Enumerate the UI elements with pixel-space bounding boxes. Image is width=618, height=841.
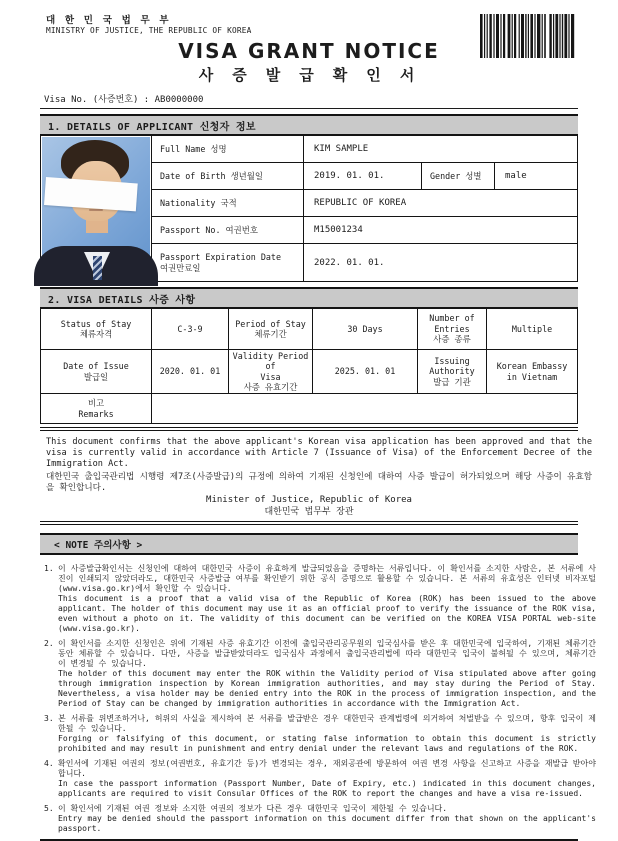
note-text-english: Forging or falsifying of this document, or stating false information to obtain this document is strictly prohibited and may result in punishment and entry denial under the relevant laws and regulations of the ROK. — [58, 734, 596, 754]
ministry-name-korean: 대 한 민 국 법 무 부 — [46, 15, 171, 26]
validity-period-label: Validity Period of Visa 사증 유효기간 — [228, 349, 312, 393]
validity-period-value: 2025. 01. 01 — [312, 349, 417, 393]
gender-label: Gender 성별 — [421, 162, 494, 189]
note-text-english: The holder of this document may enter the ROK within the Validity period of Visa stipulated above after going through immigration inspection by Korean immigration authorities, and may stay during the Period of Stay. Nevertheless, a visa holder may be denied entry into the ROK in the process of immigration inspection, and the Period of Stay can be changed by immigration authorities in accordance with the Immigration Act. — [58, 669, 596, 709]
applicant-details-table — [40, 136, 578, 282]
number-of-entries-value: Multiple — [486, 309, 577, 349]
status-of-stay-label: Status of Stay 체류자격 — [60, 318, 132, 339]
date-of-birth-value: 2019. 01. 01. — [303, 162, 421, 189]
note-item: 4. 확인서에 기재된 여권의 정보(여권번호, 유효기간 등)가 변경되는 경우, 재외공관에 방문하여 여권 변경 사항을 신고하고 사증을 재발급 받아야 합니다. In case the passport information (Passport Number, Date of Expiry, etc.) indicated in this document changes, applicants are required to visit Consular Offices of the ROK to report the changes and have a visa re-issued. — [44, 759, 596, 799]
note-text-korean: 이 확인서에 기재된 여권 정보와 소지한 여권의 정보가 다른 경우 대한민국 입국이 제한될 수 있습니다. — [58, 804, 448, 814]
issuing-authority-label: Issuing Authority 발급 기관 — [417, 349, 486, 393]
date-of-issue-value: 2020. 01. 01 — [151, 349, 228, 393]
photo-tie — [93, 256, 102, 280]
confirmation-paragraph — [46, 437, 592, 494]
note-text-korean: 본 서류를 위변조하거나, 허위의 사실을 제시하여 본 서류를 발급받은 경우 대한민국 관계법령에 의거하여 처벌받을 수 있으며, 향후 입국이 제한될 수 있습니다. — [58, 714, 596, 734]
note-text-english: Entry may be denied should the passport information on this document differ from that shown on the applicant's passport. — [58, 814, 596, 834]
privacy-censor-bar — [44, 177, 138, 211]
full-name-label: Full Name 성명 — [151, 136, 303, 162]
note-text-korean: 이 확인서를 소지한 신청인은 위에 기재된 사증 유효기간 이전에 출입국관리공무원의 입국심사를 받은 후 대한민국에 입국하여, 기재된 체류기간 동안 체류할 수 있습니다. 다만, 사증을 발급받았더라도 입국심사 과정에서 출입국관리법에 따라 대한민국 입국이 불허될 수 있으며, 체류기간이 변경될 수 있습니다. — [58, 639, 596, 669]
period-of-stay-value: 30 Days — [312, 309, 417, 349]
remarks-value — [151, 393, 577, 423]
gender-value: male — [494, 162, 577, 189]
issuing-authority-value: Korean Embassy in Vietnam — [486, 349, 577, 393]
photo-mouth — [89, 209, 103, 211]
divider-rule — [40, 521, 578, 525]
passport-number-label: Passport No. 여권번호 — [151, 216, 303, 243]
note-text-english: This document is a proof that a valid visa of the Republic of Korea (ROK) has been issued to the above applicant. The holder of this document may use it as an official proof to verify the issuance of the ROK visa, even without a photo on it. The validity of this document can be verified on the KOREA VISA PORTAL web-site (www.visa.go.kr). — [58, 594, 596, 634]
note-text-korean: 이 사증발급확인서는 신청인에 대하여 대한민국 사증이 유효하게 발급되었음을 증명하는 서류입니다. 이 확인서를 소지한 사람은, 본 서류에 사진이 인쇄되지 않았더라도, 대한민국 사증발급 여부를 확인받기 위한 공식 증명으로 활용할 수 있습니다. 본 서류의 유효성은 인터넷 비자포털(www.visa.go.kr)에서 확인할 수 있습니다. — [58, 564, 596, 594]
visa-details-table — [40, 309, 578, 424]
visa-number: Visa No. (사증번호) : AB0000000 — [40, 92, 578, 109]
passport-expiration-label: Passport Expiration Date 여권만료일 — [151, 243, 303, 281]
ministry-name-english: MINISTRY OF JUSTICE, THE REPUBLIC OF KOREA — [46, 26, 252, 35]
passport-expiration-value: 2022. 01. 01. — [303, 243, 577, 281]
signature-block — [40, 495, 578, 518]
number-of-entries-label: Number of Entries 사증 종류 — [417, 309, 486, 349]
passport-number-value: M15001234 — [303, 216, 577, 243]
nationality-value: REPUBLIC OF KOREA — [303, 189, 577, 216]
status-of-stay-value: C-3-9 — [151, 309, 228, 349]
confirmation-text-korean: 대한민국 출입국관리법 시행령 제7조(사증발급)의 규정에 의하여 기재된 신청인에 대하여 사증 발급이 허가되었으며 해당 사증이 유효함을 확인합니다. — [46, 471, 592, 493]
barcode — [480, 14, 580, 58]
note-text-english: In case the passport information (Passport Number, Date of Expiry, etc.) indicated in this document changes, applicants are required to visit Consular Offices of the ROK to report the changes and have a visa re-issued. — [58, 779, 596, 799]
date-of-issue-label: Date of Issue 발급일 — [41, 349, 151, 393]
date-of-birth-label: Date of Birth 생년월일 — [151, 162, 303, 189]
signature-english: Minister of Justice, Republic of Korea — [206, 494, 412, 505]
signature-korean: 대한민국 법무부 장관 — [264, 506, 354, 517]
note-text-korean: 확인서에 기재된 여권의 정보(여권번호, 유효기간 등)가 변경되는 경우, 재외공관에 방문하여 여권 변경 사항을 신고하고 사증을 재발급 받아야 합니다. — [58, 759, 596, 779]
notes-section-header: < NOTE 주의사항 > — [40, 533, 578, 555]
note-item: 3. 본 서류를 위변조하거나, 허위의 사실을 제시하여 본 서류를 발급받은 경우 대한민국 관계법령에 의거하여 처벌받을 수 있으며, 향후 입국이 제한될 수 있습니다. Forging or falsifying of this document, or stating false information to obtain this document is strictly prohibited and may result in punishment and entry denial under the relevant laws and regulations of the ROK. — [44, 714, 596, 754]
document-title-english: VISA GRANT NOTICE — [178, 39, 440, 63]
note-item: 2. 이 확인서를 소지한 신청인은 위에 기재된 사증 유효기간 이전에 출입국관리공무원의 입국심사를 받은 후 대한민국에 입국하여, 기재된 체류기간 동안 체류할 수 있습니다. 다만, 사증을 발급받았더라도 입국심사 과정에서 출입국관리법에 따라 대한민국 입국이 불허될 수 있으며, 체류기간이 변경될 수 있습니다. The holder of this document may enter the ROK within the Validity period of Visa stipulated above after going through immigration inspection by Korean immigration authorities, and may stay during the Period of Stay. Nevertheless, a visa holder may be denied entry into the ROK in the process of immigration inspection, and the Period of Stay can be changed by immigration authorities in accordance with the Immigration Act. — [44, 639, 596, 709]
section-header-applicant-details: 1. DETAILS OF APPLICANT 신청자 정보 — [40, 114, 578, 136]
period-of-stay-label: Period of Stay 체류기간 — [228, 309, 312, 349]
applicant-photo-image — [42, 137, 150, 280]
document-title-korean: 사 증 발 급 확 인 서 — [198, 66, 420, 84]
full-name-value: KIM SAMPLE — [303, 136, 577, 162]
section-header-visa-details: 2. VISA DETAILS 사증 사항 — [40, 287, 578, 309]
note-item: 5. 이 확인서에 기재된 여권 정보와 소지한 여권의 정보가 다른 경우 대한민국 입국이 제한될 수 있습니다. Entry may be denied should the passport information on this document differ from that shown on the applicant's passport. — [44, 804, 596, 834]
confirmation-text-english: This document confirms that the above applicant's Korean visa application has been approved and that the visa is currently valid in accordance with Article 7 (Issuance of Visa) of the Enforcement Decree of the Immigration Act. — [46, 437, 592, 470]
divider-rule — [40, 427, 578, 431]
note-item: 1. 이 사증발급확인서는 신청인에 대하여 대한민국 사증이 유효하게 발급되었음을 증명하는 서류입니다. 이 확인서를 소지한 사람은, 본 서류에 사진이 인쇄되지 않았더라도, 대한민국 사증발급 여부를 확인받기 위한 공식 증명으로 활용할 수 있습니다. 본 서류의 유효성은 인터넷 비자포털(www.visa.go.kr)에서 확인할 수 있습니다. This document is a proof that a valid visa of the Republic of Korea (ROK) has been issued to the above applicant. The holder of this document may use it as an official proof to verify the issuance of the ROK visa, even without a photo on it. The validity of this document can be verified on the KOREA VISA PORTAL web-site (www.visa.go.kr). — [44, 564, 596, 634]
nationality-label: Nationality 국적 — [151, 189, 303, 216]
document-header — [40, 12, 578, 85]
notes-list — [42, 564, 596, 834]
applicant-photo — [41, 136, 151, 281]
remarks-label: 비고 Remarks — [41, 393, 151, 423]
